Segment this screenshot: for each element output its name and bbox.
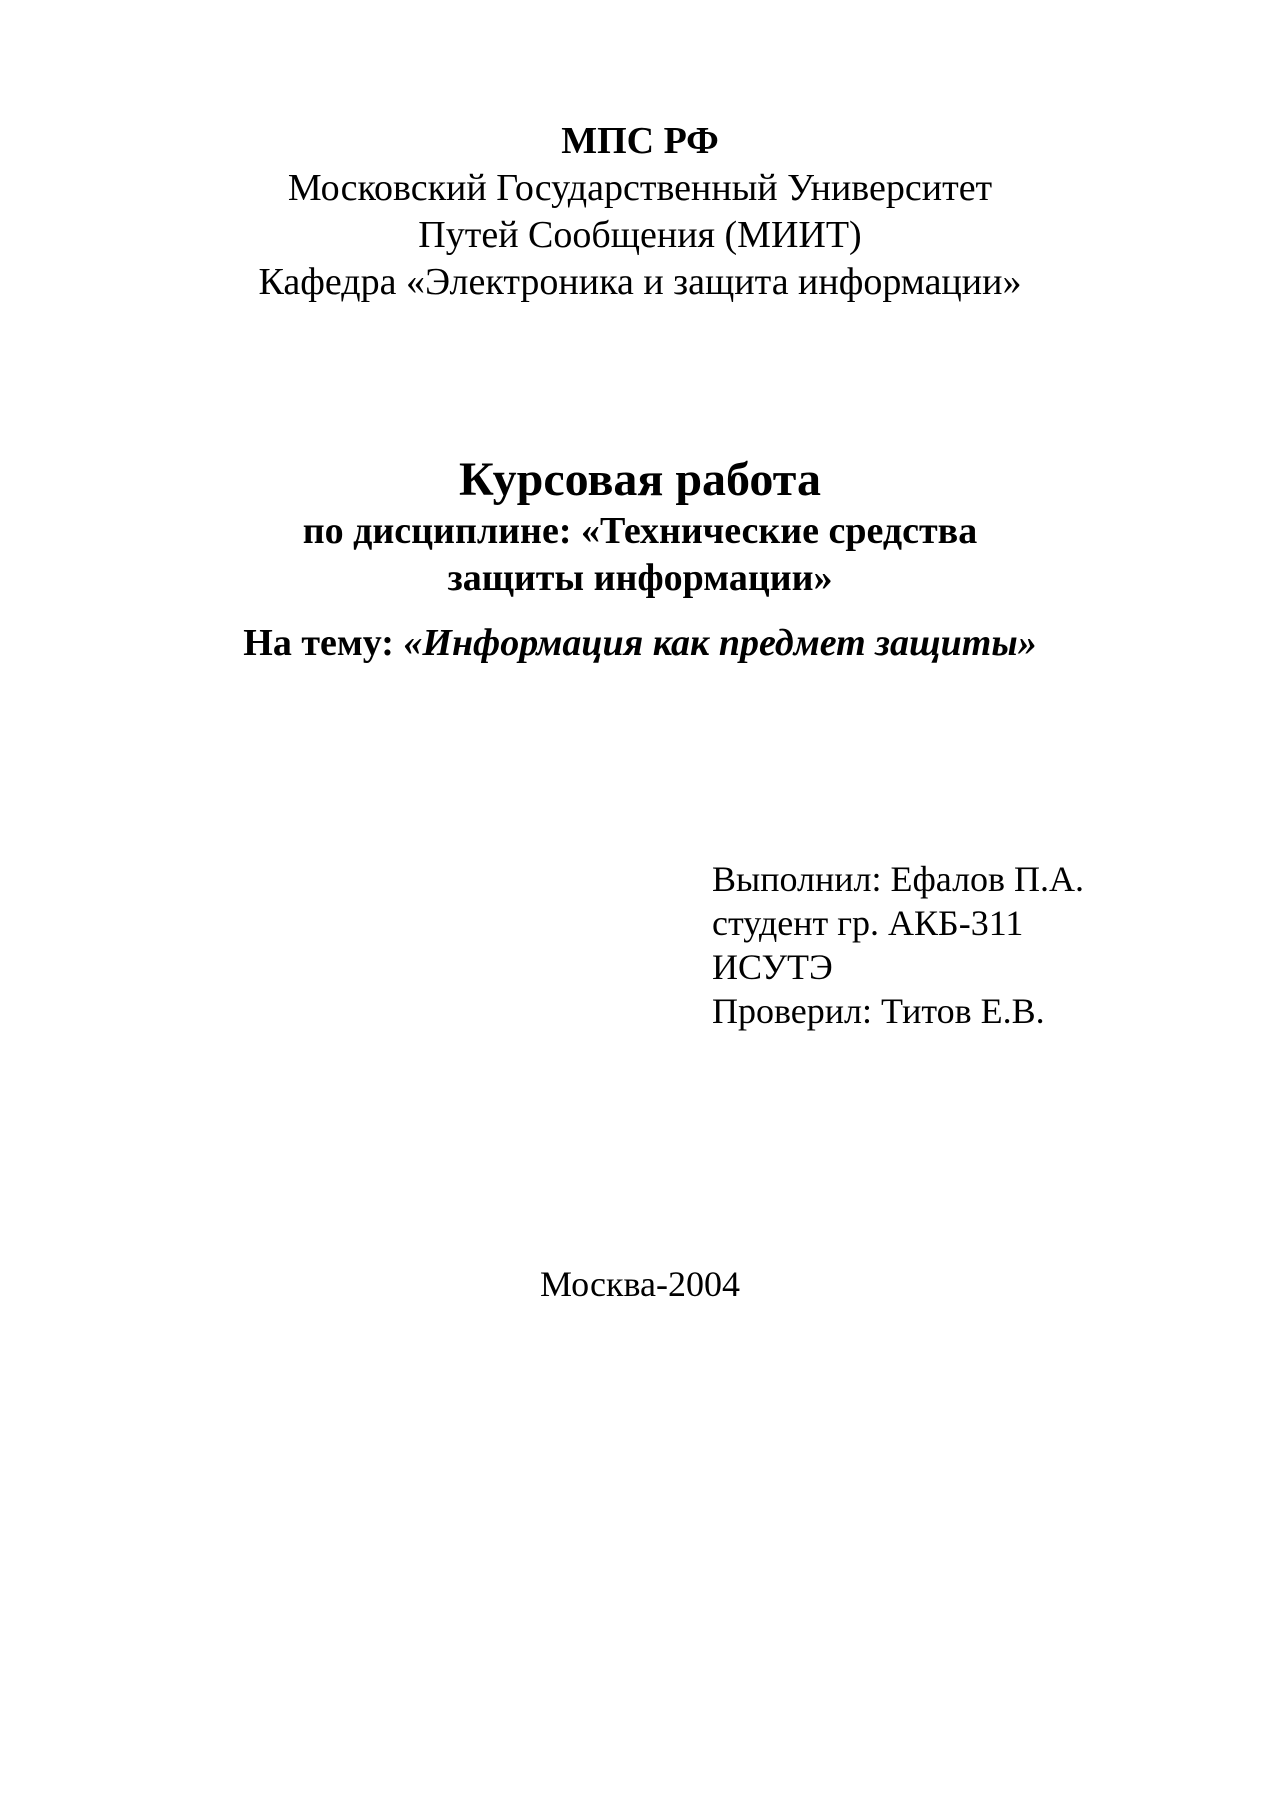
city-year: Москва-2004 [540,1264,740,1304]
footer-block [0,1262,1280,1306]
university-name-line1: Московский Государственный Университет [287,167,993,209]
topic-prefix: На тему: [243,622,404,664]
university-name-line2: Путей Сообщения (МИИТ) [418,214,862,256]
student-group: студент гр. АКБ-311 [712,903,1024,943]
header-block [0,118,1280,306]
institute: ИСУТЭ [712,947,833,987]
discipline-line1: по дисциплине: «Технические средства [302,510,978,552]
checked-by: Проверил: Титов Е.В. [712,991,1045,1031]
performed-by: Выполнил: Ефалов П.А. [712,859,1085,899]
discipline-line2: защиты информации» [447,557,833,599]
work-type-title: Курсовая работа [459,453,821,506]
authors-block [712,857,1084,1033]
ministry-name: МПС РФ [561,120,719,162]
topic-title: «Информация как предмет защиты» [403,622,1037,664]
topic-line [0,620,1280,667]
title-block [0,452,1280,667]
department-name: Кафедра «Электроника и защита информации» [258,261,1022,303]
